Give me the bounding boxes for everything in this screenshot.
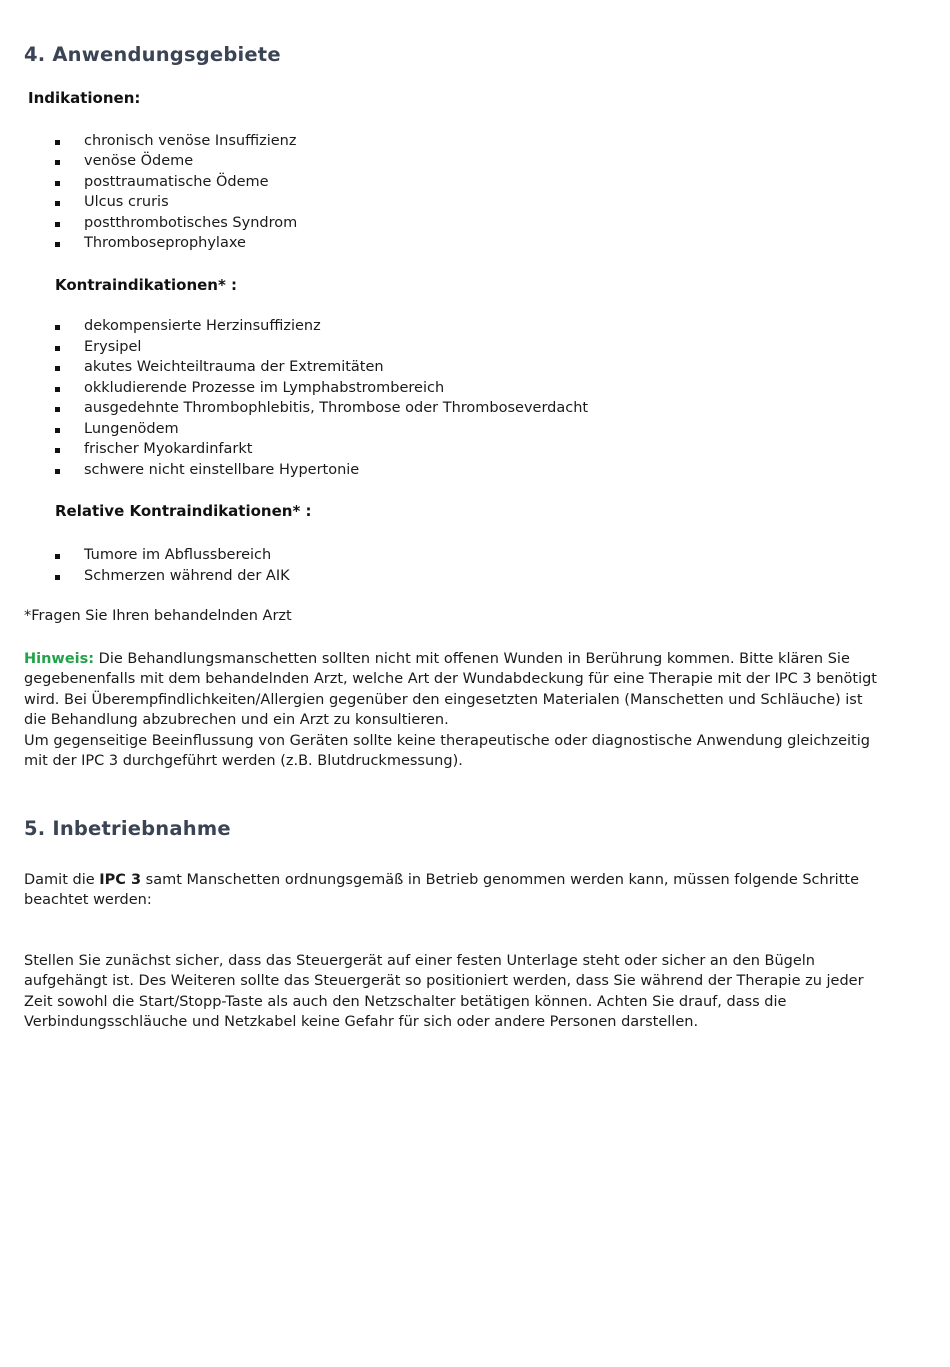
list-item: Tumore im Abflussbereich bbox=[84, 547, 272, 563]
intro-text: samt Manschetten ordnungsgemäß in Betrieb genommen werden kann, müssen folgende Schritte bbox=[141, 872, 859, 888]
list-bullet bbox=[55, 575, 60, 580]
note-line: wird. Bei Überempfindlichkeiten/Allergien gegenüber den eingesetzten Materialen (Manschetten und Schläuche) ist bbox=[24, 691, 863, 708]
indications-heading: Indikationen: bbox=[28, 89, 141, 107]
intro-line: beachtet werden: bbox=[24, 892, 152, 909]
list-item: schwere nicht einstellbare Hypertonie bbox=[84, 462, 360, 478]
list-item: okkludierende Prozesse im Lymphabstrombereich bbox=[84, 380, 445, 396]
list-bullet bbox=[55, 407, 60, 412]
note-line: Die Behandlungsmanschetten sollten nicht mit offenen Wunden in Berührung kommen. Bitte klären Sie bbox=[94, 651, 850, 667]
list-item: Schmerzen während der AIK bbox=[84, 568, 290, 584]
note-line: die Behandlung abzubrechen und ein Arzt zu konsultieren. bbox=[24, 712, 449, 729]
note-line: gegebenenfalls mit dem behandelnden Arzt, welche Art der Wundabdeckung für eine Therapie mit der IPC 3 benötigt bbox=[24, 671, 877, 688]
setup-line: Stellen Sie zunächst sicher, dass das Steuergerät auf einer festen Unterlage steht oder sicher an den Bügeln bbox=[24, 953, 816, 969]
list-item: Ulcus cruris bbox=[84, 194, 169, 210]
footnote: *Fragen Sie Ihren behandelnden Arzt bbox=[24, 608, 292, 624]
intro-product-name: IPC 3 bbox=[99, 872, 142, 888]
list-item: posttraumatische Ödeme bbox=[84, 174, 269, 190]
list-item: akutes Weichteiltrauma der Extremitäten bbox=[84, 359, 384, 375]
note-label: Hinweis: bbox=[24, 651, 95, 667]
setup-line: aufgehängt ist. Des Weiteren sollte das Steuergerät so positioniert werden, dass Sie während der Therapie zu jeder bbox=[24, 973, 864, 990]
contraindications-heading: Kontraindikationen* : bbox=[55, 276, 238, 294]
section-4-title: 4. Anwendungsgebiete bbox=[24, 43, 281, 66]
note-paragraph bbox=[24, 649, 877, 771]
intro-text: Damit die bbox=[24, 872, 100, 888]
list-bullet bbox=[55, 222, 60, 227]
list-bullet bbox=[55, 181, 60, 186]
list-item: ausgedehnte Thrombophlebitis, Thrombose oder Thromboseverdacht bbox=[84, 400, 589, 416]
setup-line: Verbindungsschläuche und Netzkabel keine Gefahr für sich oder andere Personen darstellen. bbox=[24, 1014, 699, 1031]
list-item: Lungenödem bbox=[84, 421, 179, 437]
list-bullet bbox=[55, 242, 60, 247]
setup-line: Zeit sowohl die Start/Stopp-Taste als auch den Netzschalter betätigen können. Achten Sie drauf, dass die bbox=[24, 993, 787, 1010]
list-item: Thromboseprophylaxe bbox=[84, 235, 246, 251]
setup-paragraph bbox=[24, 951, 864, 1033]
list-bullet bbox=[55, 428, 60, 433]
list-bullet bbox=[55, 140, 60, 145]
note-line: mit der IPC 3 durchgeführt werden (z.B. Blutdruckmessung). bbox=[24, 753, 463, 770]
list-bullet bbox=[55, 346, 60, 351]
list-item: dekompensierte Herzinsuffizienz bbox=[84, 318, 321, 334]
relative-contraindications-heading: Relative Kontraindikationen* : bbox=[55, 502, 312, 520]
list-item: venöse Ödeme bbox=[84, 153, 194, 169]
list-bullet bbox=[55, 469, 60, 474]
list-item: Erysipel bbox=[84, 339, 142, 355]
list-item: chronisch venöse Insuffizienz bbox=[84, 133, 297, 149]
list-bullet bbox=[55, 366, 60, 371]
list-bullet bbox=[55, 325, 60, 330]
note-line: Um gegenseitige Beeinflussung von Geräten sollte keine therapeutische oder diagnostische Anwendung gleichzeitig bbox=[24, 732, 870, 749]
list-bullet bbox=[55, 387, 60, 392]
list-bullet bbox=[55, 160, 60, 165]
section-5-title: 5. Inbetriebnahme bbox=[24, 817, 231, 840]
list-item: postthrombotisches Syndrom bbox=[84, 215, 298, 231]
intro-paragraph bbox=[24, 870, 859, 911]
list-bullet bbox=[55, 554, 60, 559]
list-item: frischer Myokardinfarkt bbox=[84, 441, 253, 457]
list-bullet bbox=[55, 448, 60, 453]
list-bullet bbox=[55, 201, 60, 206]
